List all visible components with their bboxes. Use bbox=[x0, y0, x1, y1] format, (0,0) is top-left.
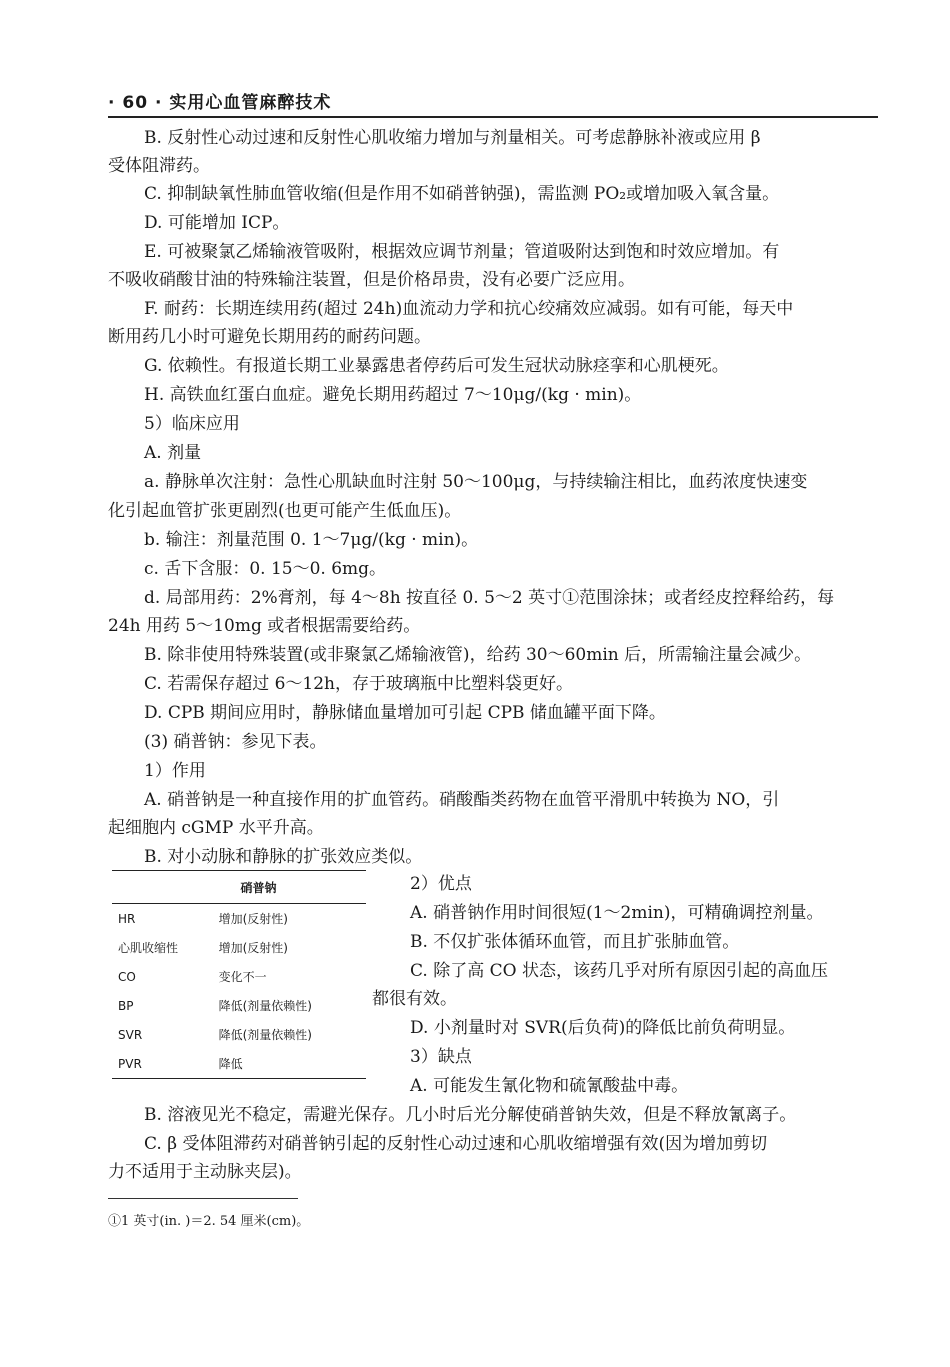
paragraph: E. 可被聚氯乙烯输液管吸附，根据效应调节剂量；管道吸附达到饱和时效应增加。有 bbox=[144, 242, 780, 262]
table-row bbox=[112, 904, 366, 934]
footnote: ①1 英寸(in. )＝2. 54 厘米(cm)。 bbox=[108, 1214, 310, 1229]
paragraph: A. 硝普钠作用时间很短(1～2min)，可精确调控剂量。 bbox=[410, 903, 824, 923]
table-title: 硝普钠 bbox=[112, 871, 366, 904]
subsection-heading: A. 剂量 bbox=[144, 443, 202, 463]
header-rule bbox=[108, 116, 878, 118]
table-param: HR bbox=[118, 911, 136, 926]
paragraph: B. 溶液见光不稳定，需避光保存。几小时后光分解使硝普钠失效，但是不释放氰离子。 bbox=[144, 1105, 797, 1125]
table-param: BP bbox=[118, 998, 134, 1013]
subsection-heading: 2）优点 bbox=[410, 874, 472, 894]
table-effect: 增加(反射性) bbox=[218, 941, 288, 955]
table-param: 心肌收缩性 bbox=[118, 941, 179, 955]
table-param: CO bbox=[118, 969, 136, 984]
paragraph: C. 若需保存超过 6～12h，存于玻璃瓶中比塑料袋更好。 bbox=[144, 674, 574, 694]
table-row bbox=[112, 933, 366, 962]
paragraph: b. 输注：剂量范围 0. 1～7μg/(kg · min)。 bbox=[144, 530, 479, 550]
table-effect: 降低(剂量依赖性) bbox=[218, 999, 312, 1013]
table-row bbox=[112, 1049, 366, 1079]
table-effect: 降低 bbox=[215, 1049, 366, 1079]
paragraph: A. 可能发生氰化物和硫氰酸盐中毒。 bbox=[410, 1076, 689, 1096]
paragraph: B. 反射性心动过速和反射性心肌收缩力增加与剂量相关。可考虑静脉补液或应用 β bbox=[144, 128, 761, 148]
paragraph: D. CPB 期间应用时，静脉储血量增加可引起 CPB 储血罐平面下降。 bbox=[144, 703, 666, 723]
paragraph: B. 对小动脉和静脉的扩张效应类似。 bbox=[144, 847, 423, 867]
paragraph: H. 高铁血红蛋白血症。避免长期用药超过 7～10μg/(kg · min)。 bbox=[144, 385, 642, 405]
table-effect: 变化不一 bbox=[218, 970, 267, 984]
section-heading: 5）临床应用 bbox=[144, 414, 240, 434]
subsection-heading: 1）作用 bbox=[144, 761, 206, 781]
paragraph: c. 舌下含服：0. 15～0. 6mg。 bbox=[144, 559, 387, 579]
paragraph: B. 不仅扩张体循环血管，而且扩张肺血管。 bbox=[410, 932, 740, 952]
paragraph: D. 小剂量时对 SVR(后负荷)的降低比前负荷明显。 bbox=[410, 1018, 796, 1038]
table-param: SVR bbox=[118, 1027, 143, 1042]
paragraph: 受体阻滞药。 bbox=[108, 156, 210, 176]
paragraph: G. 依赖性。有报道长期工业暴露患者停药后可发生冠状动脉痉挛和心肌梗死。 bbox=[144, 356, 729, 376]
running-header: · 60 · 实用心血管麻醉技术 bbox=[108, 93, 332, 113]
paragraph: F. 耐药：长期连续用药(超过 24h)血流动力学和抗心绞痛效应减弱。如有可能，每天中 bbox=[144, 299, 794, 319]
paragraph: 都很有效。 bbox=[372, 989, 457, 1009]
paragraph: a. 静脉单次注射：急性心肌缺血时注射 50～100μg，与持续输注相比，血药浓度快速变 bbox=[144, 472, 808, 492]
table-row bbox=[112, 991, 366, 1020]
paragraph: B. 除非使用特殊装置(或非聚氯乙烯输液管)，给药 30～60min 后，所需输注量会减少。 bbox=[144, 645, 812, 665]
table-param: PVR bbox=[112, 1049, 215, 1079]
paragraph: 不吸收硝酸甘油的特殊输注装置，但是价格昂贵，没有必要广泛应用。 bbox=[108, 270, 635, 290]
table-effect: 增加(反射性) bbox=[218, 912, 288, 926]
paragraph: 起细胞内 cGMP 水平升高。 bbox=[108, 818, 324, 838]
table-row bbox=[112, 1020, 366, 1049]
paragraph: C. β 受体阻滞药对硝普钠引起的反射性心动过速和心肌收缩增强有效(因为增加剪切 bbox=[144, 1134, 768, 1154]
paragraph: 24h 用药 5～10mg 或者根据需要给药。 bbox=[108, 616, 421, 636]
paragraph: 力不适用于主动脉夹层)。 bbox=[108, 1162, 302, 1182]
paragraph: C. 抑制缺氧性肺血管收缩(但是作用不如硝普钠强)，需监测 PO₂或增加吸入氧含量。 bbox=[144, 184, 780, 204]
paragraph: C. 除了高 CO 状态，该药几乎对所有原因引起的高血压 bbox=[410, 961, 828, 981]
paragraph: 化引起血管扩张更剧烈(也更可能产生低血压)。 bbox=[108, 501, 462, 521]
paragraph: A. 硝普钠是一种直接作用的扩血管药。硝酸酯类药物在血管平滑肌中转换为 NO，引 bbox=[144, 790, 780, 810]
subsection-heading: 3）缺点 bbox=[410, 1047, 472, 1067]
table-row bbox=[112, 962, 366, 991]
paragraph: D. 可能增加 ICP。 bbox=[144, 213, 290, 233]
table-effect: 降低(剂量依赖性) bbox=[218, 1028, 312, 1042]
footnote-rule bbox=[108, 1198, 298, 1199]
nitroprusside-effects-table bbox=[112, 870, 366, 1079]
paragraph: d. 局部用药：2%膏剂，每 4～8h 按直径 0. 5～2 英寸①范围涂抹；或者经皮控释给药，每 bbox=[144, 588, 835, 608]
section-heading: (3) 硝普钠：参见下表。 bbox=[144, 732, 327, 752]
paragraph: 断用药几小时可避免长期用药的耐药问题。 bbox=[108, 327, 431, 347]
